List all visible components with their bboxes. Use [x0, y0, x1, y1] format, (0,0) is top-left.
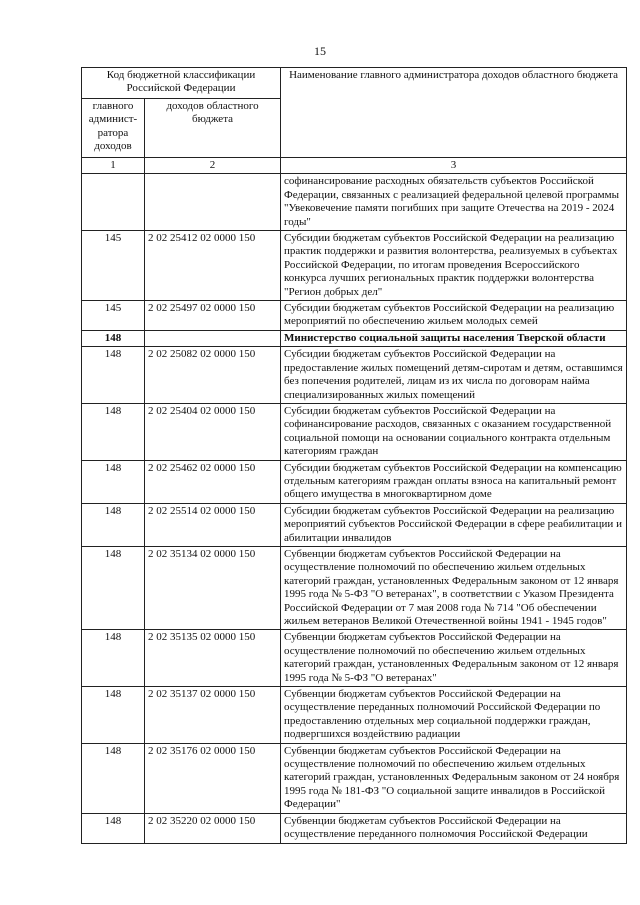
table-row	[82, 347, 627, 404]
admin-code-cell: 148	[82, 630, 145, 687]
revenue-code-cell: 2 02 25462 02 0000 150	[145, 460, 281, 503]
name-cell: Субсидии бюджетам субъектов Российской Федерации на реализацию практик поддержки и развития волонтерства, реализуемых в субъектах Российской Федерации, по итогам проведения Всероссийского конкурса лучших региональных практик поддержки волонтерства "Регион добрых дел"	[281, 231, 627, 301]
admin-code-cell: 148	[82, 347, 145, 404]
column-number-1: 1	[82, 158, 145, 174]
table-row	[82, 231, 627, 301]
table-row	[82, 301, 627, 331]
admin-code-cell: 148	[82, 546, 145, 629]
column-number-2: 2	[145, 158, 281, 174]
admin-code-cell: 148	[82, 403, 145, 460]
table-row	[82, 403, 627, 460]
name-cell: Субвенции бюджетам субъектов Российской Федерации на осуществление полномочий по обеспечению жильем отдельных категорий граждан, установленных Федеральным законом от 12 января 1995 года № 5-ФЗ "О ветеранах", в соответствии с Указом Президента Российской Федерации от 7 мая 2008 года № 714 "Об обеспечении жильем ветеранов Великой Отечественной войны 1941 - 1945 годов"	[281, 546, 627, 629]
admin-code-cell	[82, 174, 145, 231]
table-row	[82, 546, 627, 629]
admin-code-cell: 148	[82, 460, 145, 503]
header-revenue-code: доходов областного бюджета	[145, 99, 281, 158]
name-cell: Субсидии бюджетам субъектов Российской Федерации на компенсацию отдельным категориям граждан оплаты взноса на капитальный ремонт общего имущества в многоквартирном доме	[281, 460, 627, 503]
table-row	[82, 630, 627, 687]
name-cell: Субвенции бюджетам субъектов Российской Федерации на осуществление полномочий по обеспечению жильем отдельных категорий граждан, установленных Федеральным законом от 12 января 1995 года № 5-ФЗ "О ветеранах"	[281, 630, 627, 687]
revenue-code-cell: 2 02 25497 02 0000 150	[145, 301, 281, 331]
page-number: 15	[314, 44, 326, 58]
revenue-code-cell: 2 02 35137 02 0000 150	[145, 687, 281, 744]
revenue-code-cell: 2 02 25404 02 0000 150	[145, 403, 281, 460]
name-cell: Субсидии бюджетам субъектов Российской Федерации на предоставление жилых помещений детям-сиротам и детям, оставшимся без попечения родителей, лицам из их числа по договорам найма специализированных жилых помещений	[281, 347, 627, 404]
admin-code-cell: 148	[82, 687, 145, 744]
revenue-code-cell: 2 02 25412 02 0000 150	[145, 231, 281, 301]
admin-code-cell: 148	[82, 330, 145, 346]
table-row	[82, 174, 627, 231]
revenue-code-cell: 2 02 25514 02 0000 150	[145, 503, 281, 546]
admin-code-cell: 145	[82, 301, 145, 331]
name-cell: Субвенции бюджетам субъектов Российской Федерации на осуществление переданных полномочий Российской Федерации по предоставлению отдельных мер социальной поддержки граждан, подвергшихся воздействию радиации	[281, 687, 627, 744]
header-budget-code-group: Код бюджетной классификации Российской Федерации	[82, 68, 281, 99]
revenue-code-cell: 2 02 35176 02 0000 150	[145, 743, 281, 813]
section-row-ministry	[82, 330, 627, 346]
header-chief-administrator: главного админист-ратора доходов	[82, 99, 145, 158]
admin-code-cell: 145	[82, 231, 145, 301]
table-row	[82, 687, 627, 744]
column-number-3: 3	[281, 158, 627, 174]
name-cell: Субсидии бюджетам субъектов Российской Федерации на реализацию мероприятий по обеспечению жильем молодых семей	[281, 301, 627, 331]
revenue-code-cell: 2 02 35134 02 0000 150	[145, 546, 281, 629]
table-row	[82, 813, 627, 843]
name-cell: Субсидии бюджетам субъектов Российской Федерации на реализацию мероприятий субъектов Российской Федерации в сфере реабилитации и абилитации инвалидов	[281, 503, 627, 546]
admin-code-cell: 148	[82, 743, 145, 813]
revenue-code-cell: 2 02 25082 02 0000 150	[145, 347, 281, 404]
header-name: Наименование главного администратора доходов областного бюджета	[281, 68, 627, 158]
ministry-name-cell: Министерство социальной защиты населения Тверской области	[281, 330, 627, 346]
revenue-code-cell	[145, 174, 281, 231]
revenue-code-cell: 2 02 35135 02 0000 150	[145, 630, 281, 687]
admin-code-cell: 148	[82, 813, 145, 843]
table-row	[82, 460, 627, 503]
admin-code-cell: 148	[82, 503, 145, 546]
name-cell: Субсидии бюджетам субъектов Российской Федерации на софинансирование расходов, связанных с оказанием государственной социальной помощи на основании социального контракта отдельным категориям граждан	[281, 403, 627, 460]
revenue-code-cell: 2 02 35220 02 0000 150	[145, 813, 281, 843]
name-cell: Субвенции бюджетам субъектов Российской Федерации на осуществление переданного полномочия Российской Федерации	[281, 813, 627, 843]
name-cell: софинансирование расходных обязательств субъектов Российской Федерации, связанных с реализацией федеральной целевой программы "Увековечение памяти погибших при защите Отечества на 2019 - 2024 годы"	[281, 174, 627, 231]
table-row	[82, 743, 627, 813]
name-cell: Субвенции бюджетам субъектов Российской Федерации на осуществление полномочий по обеспечению жильем отдельных категорий граждан, установленных Федеральным законом от 24 ноября 1995 года № 181-ФЗ "О социальной защите инвалидов в Российской Федерации"	[281, 743, 627, 813]
revenue-code-cell	[145, 330, 281, 346]
budget-classification-table	[81, 67, 627, 844]
table-row	[82, 503, 627, 546]
